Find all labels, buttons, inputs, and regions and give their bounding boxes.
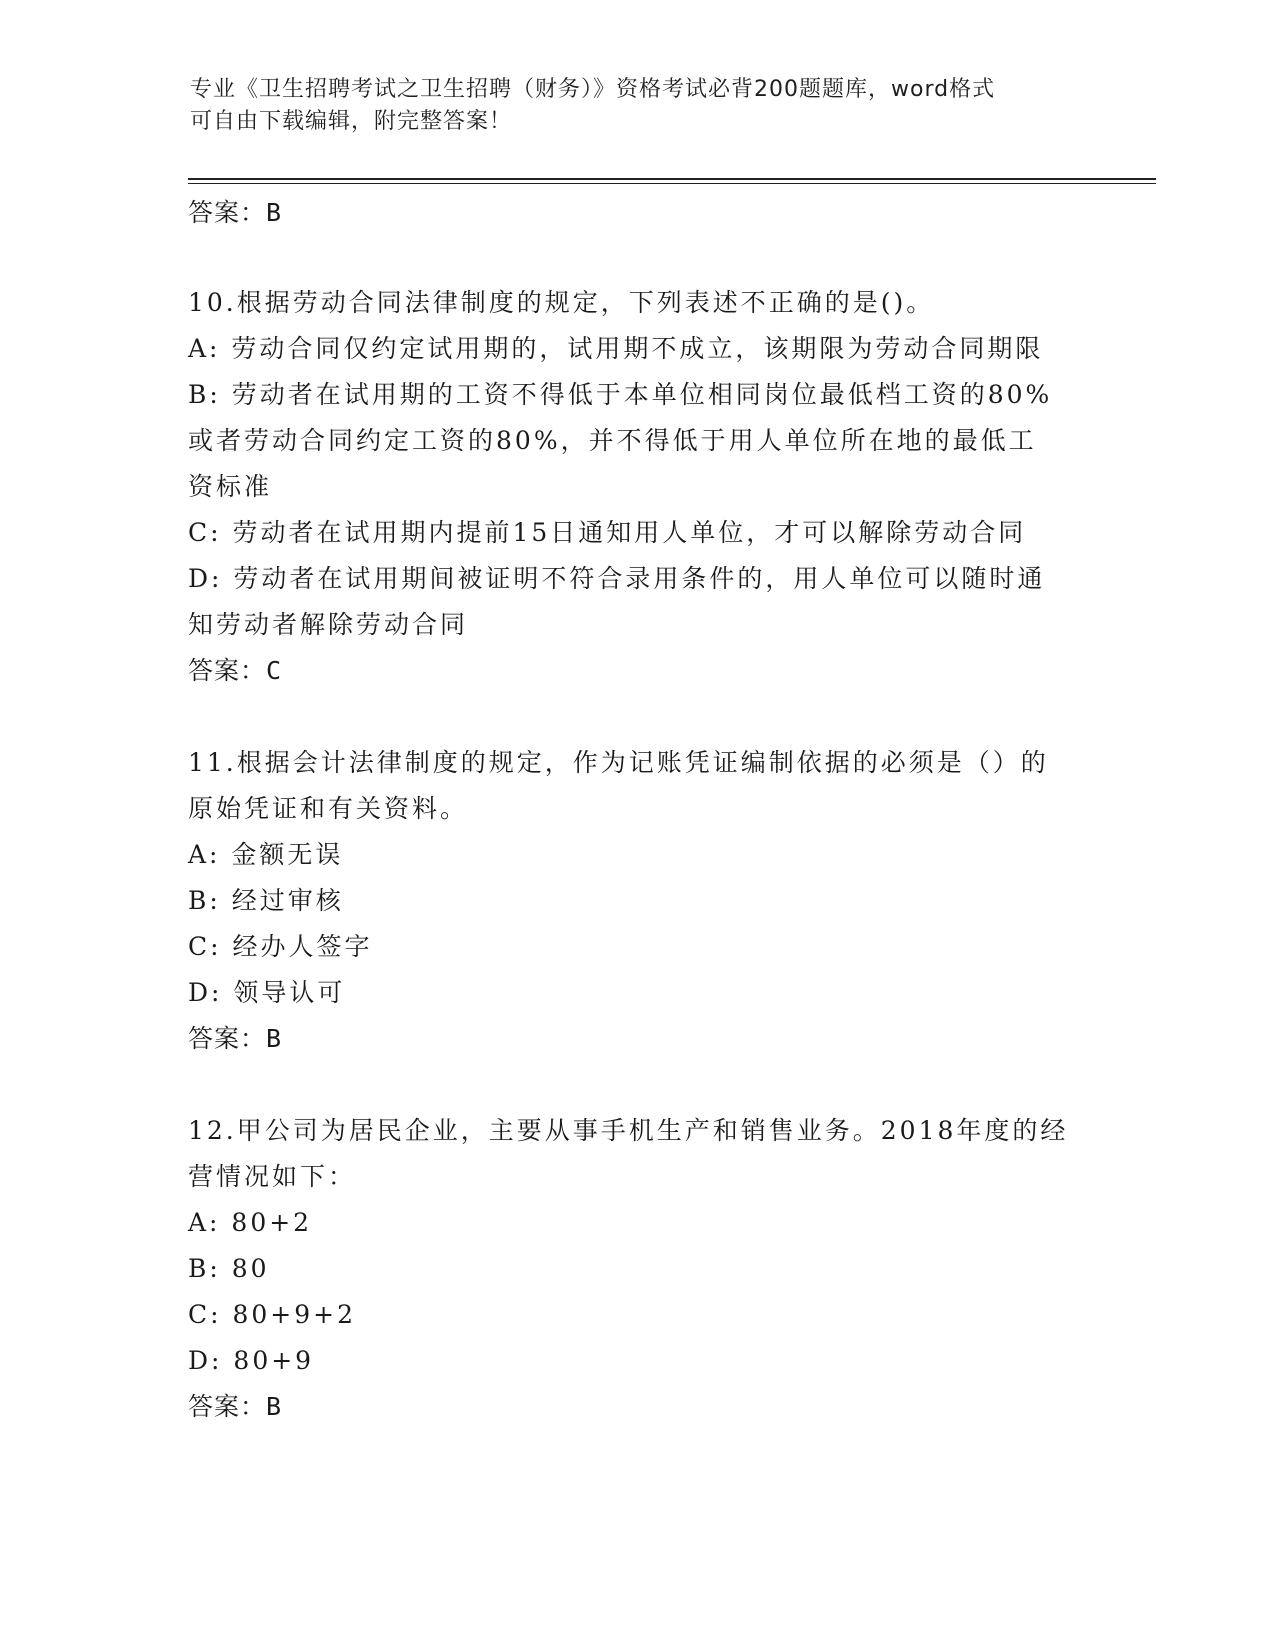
answer-label: 答案：: [188, 1024, 267, 1053]
answer-q12: [188, 1384, 1088, 1430]
document-header: [190, 74, 1070, 138]
answer-q9: [188, 190, 1088, 236]
option-d: D: 80+9: [188, 1346, 315, 1375]
question-stem: 11.根据会计法律制度的规定，作为记账凭证编制依据的必须是（）的: [188, 748, 1049, 777]
option-c: C: 经办人签字: [188, 932, 373, 961]
question-stem-continued: 营情况如下：: [188, 1162, 357, 1191]
answer-value: B: [266, 1024, 283, 1053]
answer-label: 答案：: [188, 1392, 267, 1421]
option-a: A: 80+2: [188, 1208, 313, 1237]
answer-q11: [188, 1016, 1088, 1062]
header-divider-thin: [188, 183, 1156, 184]
question-12: [188, 1108, 1088, 1430]
question-stem: 12.甲公司为居民企业，主要从事手机生产和销售业务。2018年度的经: [188, 1116, 1069, 1145]
option-b: B: 80: [188, 1254, 270, 1283]
question-10: [188, 280, 1088, 694]
header-line-2: 可自由下载编辑，附完整答案！: [190, 109, 513, 134]
option-c: C: 80+9+2: [188, 1300, 357, 1329]
header-divider-thick: [188, 178, 1156, 180]
option-b-continued: 或者劳动合同约定工资的80%，并不得低于用人单位所在地的最低工: [188, 426, 1037, 455]
question-list: [188, 190, 1088, 1430]
answer-label: 答案：: [188, 198, 267, 227]
answer-value: B: [266, 1392, 283, 1421]
spacer: [188, 694, 1088, 740]
header-line-1: 专业《卫生招聘考试之卫生招聘（财务）》资格考试必背200题题库，word格式: [190, 77, 996, 102]
option-a: A: 金额无误: [188, 840, 344, 869]
question-stem: 10.根据劳动合同法律制度的规定，下列表述不正确的是()。: [188, 288, 935, 317]
option-b: B: 经过审核: [188, 886, 344, 915]
option-b: B: 劳动者在试用期的工资不得低于本单位相同岗位最低档工资的80%: [188, 380, 1053, 409]
question-11: [188, 740, 1088, 1062]
option-b-continued: 资标准: [188, 472, 273, 501]
answer-value: B: [266, 198, 283, 227]
question-stem-continued: 原始凭证和有关资料。: [188, 794, 469, 823]
answer-label: 答案：: [188, 656, 267, 685]
option-c: C: 劳动者在试用期内提前15日通知用人单位，才可以解除劳动合同: [188, 518, 1027, 547]
option-a: A: 劳动合同仅约定试用期的，试用期不成立，该期限为劳动合同期限: [188, 334, 1044, 363]
answer-q10: [188, 648, 1088, 694]
option-d: D: 领导认可: [188, 978, 346, 1007]
option-d: D: 劳动者在试用期间被证明不符合录用条件的，用人单位可以随时通: [188, 564, 1046, 593]
answer-value: C: [266, 656, 283, 685]
spacer: [188, 236, 1088, 280]
spacer: [188, 1062, 1088, 1108]
option-d-continued: 知劳动者解除劳动合同: [188, 610, 469, 639]
